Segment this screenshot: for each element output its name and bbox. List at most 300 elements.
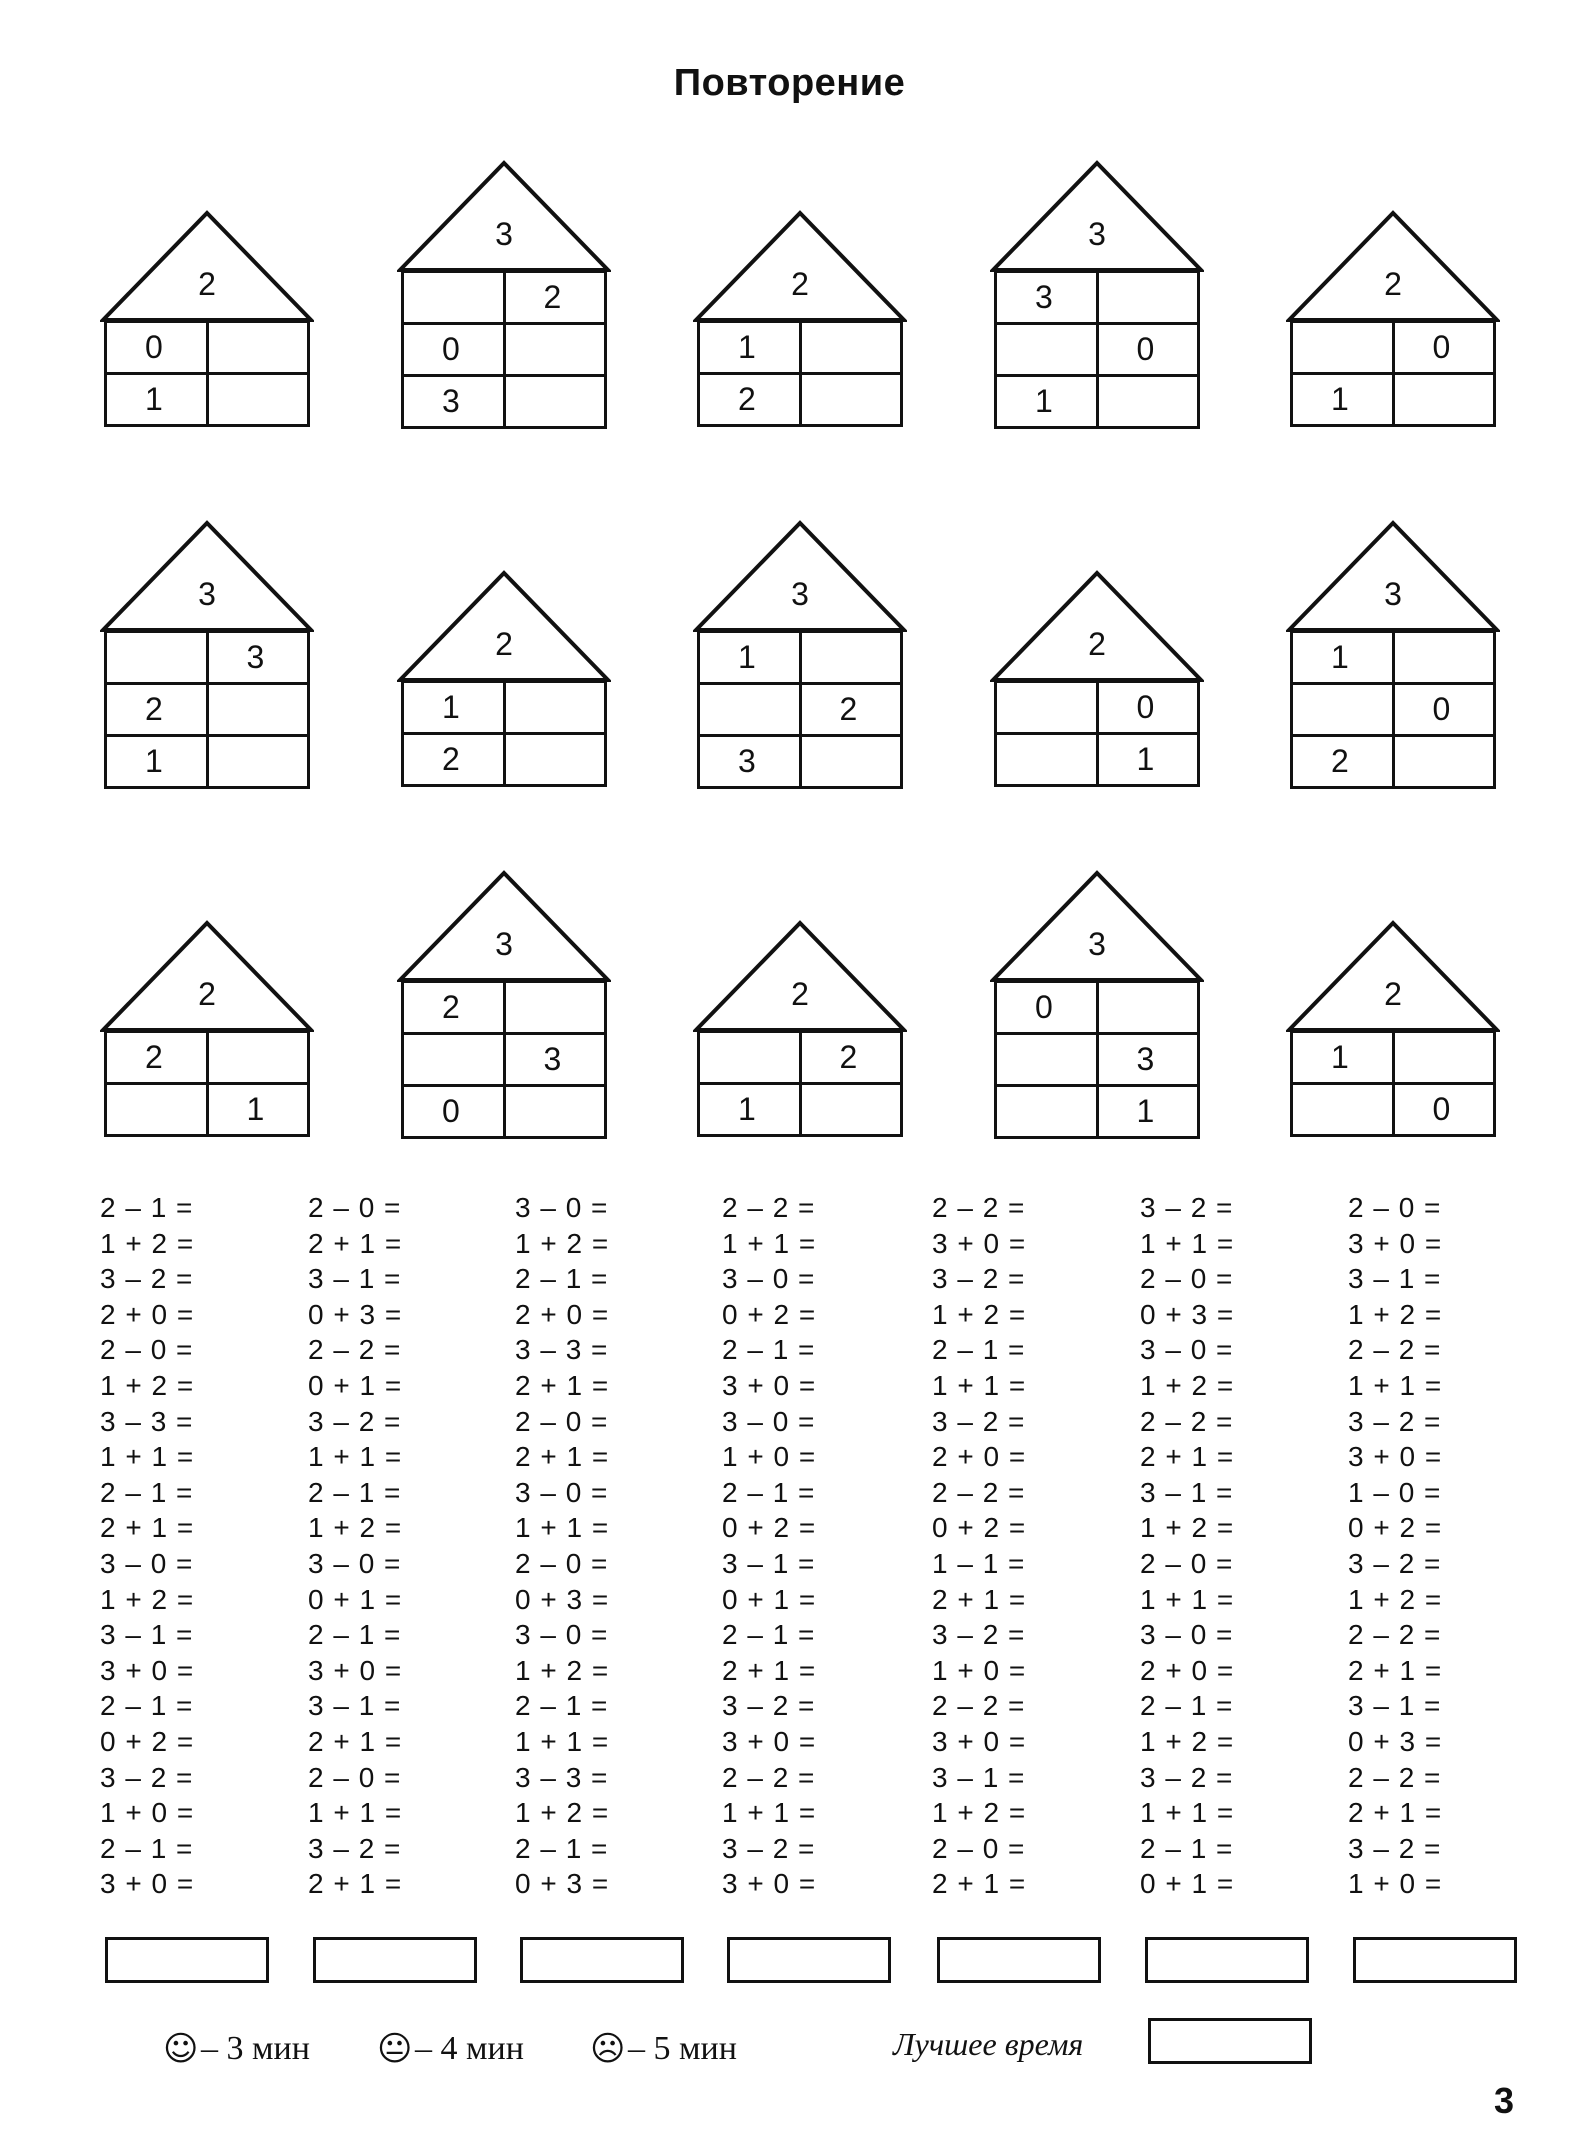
exercise: 1 + 2 =: [1140, 1512, 1235, 1544]
exercise: 3 – 2 =: [1140, 1761, 1234, 1793]
exercise: 3 – 2 =: [722, 1832, 816, 1864]
given-cell: 1: [1331, 381, 1349, 417]
answer-cell[interactable]: [1392, 737, 1494, 786]
answer-cell[interactable]: [799, 323, 901, 372]
exercise: 2 – 1 =: [515, 1263, 609, 1295]
number-house: [693, 210, 907, 417]
exercise: 3 – 2 =: [932, 1263, 1026, 1295]
house-row: [404, 680, 604, 732]
roof-number: 3: [198, 576, 216, 612]
answer-cell[interactable]: [107, 1085, 206, 1134]
exercise: 0 + 3 =: [1348, 1725, 1443, 1757]
exercise: 1 + 2 =: [308, 1512, 403, 1544]
house-row: [107, 1082, 307, 1134]
house-row: [404, 374, 604, 426]
exercise: 0 + 2 =: [722, 1512, 817, 1544]
exercise: 2 – 1 =: [722, 1476, 816, 1508]
given-cell: 3: [503, 1035, 605, 1084]
answer-cell[interactable]: [206, 685, 308, 734]
answer-cell[interactable]: [799, 1085, 901, 1134]
given-cell: 3: [1035, 279, 1053, 315]
exercise: 1 + 2 =: [100, 1227, 195, 1259]
house-row: [404, 270, 604, 322]
exercise: 2 – 2 =: [722, 1761, 816, 1793]
house-row: [997, 680, 1197, 732]
given-cell: 0: [1096, 325, 1198, 374]
exercise: 2 + 1 =: [932, 1583, 1027, 1615]
number-house: [100, 520, 314, 779]
exercise: 3 – 1 =: [1140, 1476, 1234, 1508]
answer-cell[interactable]: [1096, 377, 1198, 426]
house-row: [1293, 1082, 1493, 1134]
time-box[interactable]: [105, 1937, 269, 1983]
given-cell: 3: [442, 383, 460, 419]
answer-cell[interactable]: [997, 1087, 1096, 1136]
exercise: 3 + 0 =: [722, 1868, 817, 1900]
exercise: 3 – 0 =: [515, 1619, 609, 1651]
exercise: 3 – 0 =: [722, 1405, 816, 1437]
exercise: 3 + 0 =: [1348, 1227, 1443, 1259]
answer-cell[interactable]: [799, 633, 901, 682]
house-grid-cells: [994, 680, 1200, 787]
exercise: 3 + 0 =: [100, 1868, 195, 1900]
given-cell: 2: [442, 989, 460, 1025]
exercise-column: [100, 1190, 270, 1902]
exercise: 1 + 1 =: [1140, 1797, 1235, 1829]
time-box[interactable]: [937, 1937, 1101, 1983]
exercise: 3 – 2 =: [1140, 1192, 1234, 1223]
exercise: 3 – 2 =: [932, 1405, 1026, 1437]
legend-sad: [590, 2030, 737, 2068]
house-row: [404, 1084, 604, 1136]
exercise-column: [1140, 1190, 1310, 1902]
roof-number: 2: [198, 976, 216, 1012]
house-grid-cells: [401, 270, 607, 429]
house-row: [404, 322, 604, 374]
house-grid-cells: [1290, 630, 1496, 789]
number-house: [1286, 210, 1500, 417]
given-cell: 1: [1331, 1039, 1349, 1075]
exercise: 3 + 0 =: [722, 1369, 817, 1401]
exercise: 1 – 1 =: [932, 1547, 1026, 1579]
exercise: 1 + 1 =: [308, 1441, 403, 1473]
exercise: 2 – 2 =: [932, 1192, 1026, 1223]
exercise: 1 + 1 =: [722, 1797, 817, 1829]
exercise: 2 – 0 =: [515, 1547, 609, 1579]
exercise: 1 + 2 =: [100, 1369, 195, 1401]
house-row: [404, 732, 604, 784]
answer-cell[interactable]: [404, 273, 503, 322]
answer-cell[interactable]: [700, 1033, 799, 1082]
smiley-sad-icon: ☹: [590, 2029, 626, 2069]
exercise: 2 + 1 =: [722, 1654, 817, 1686]
exercise: 2 + 0 =: [1140, 1654, 1235, 1686]
exercise: 0 + 3 =: [1140, 1298, 1235, 1330]
roof-number: 3: [1088, 216, 1106, 252]
house-row: [700, 372, 900, 424]
exercise: 2 + 1 =: [308, 1725, 403, 1757]
exercise: 3 – 1 =: [722, 1547, 816, 1579]
roof-number: 3: [495, 926, 513, 962]
house-row: [700, 682, 900, 734]
given-cell: 3: [206, 633, 308, 682]
answer-cell[interactable]: [206, 323, 308, 372]
exercise: 3 – 2 =: [308, 1405, 402, 1437]
exercise: 3 – 3 =: [515, 1761, 609, 1793]
exercise: 3 – 1 =: [308, 1263, 402, 1295]
exercise: 2 – 1 =: [722, 1334, 816, 1366]
exercise: 1 + 2 =: [1348, 1298, 1443, 1330]
exercise: 1 + 0 =: [100, 1797, 195, 1829]
time-box[interactable]: [1145, 1937, 1309, 1983]
exercise: 2 – 1 =: [308, 1476, 402, 1508]
legend-happy-label: – 3 мин: [201, 2030, 310, 2067]
house-grid-cells: [697, 1030, 903, 1137]
house-row: [107, 1030, 307, 1082]
exercise: 3 + 0 =: [932, 1725, 1027, 1757]
number-house: [693, 920, 907, 1127]
best-time-label: Лучшее время: [893, 2026, 1084, 2062]
exercise: 3 – 2 =: [1348, 1405, 1442, 1437]
exercise: 3 + 0 =: [100, 1654, 195, 1686]
exercise: 3 – 2 =: [308, 1832, 402, 1864]
house-grid-cells: [697, 630, 903, 789]
answer-cell[interactable]: [1392, 633, 1494, 682]
exercise: 2 + 0 =: [515, 1298, 610, 1330]
exercise: 3 – 2 =: [1348, 1547, 1442, 1579]
exercise: 3 – 0 =: [1140, 1619, 1234, 1651]
answer-cell[interactable]: [404, 1035, 503, 1084]
exercise: 0 + 3 =: [308, 1298, 403, 1330]
answer-cell[interactable]: [503, 683, 605, 732]
roof-number: 3: [791, 576, 809, 612]
answer-cell[interactable]: [206, 1033, 308, 1082]
exercise: 3 – 1 =: [308, 1690, 402, 1722]
house-grid-cells: [104, 320, 310, 427]
exercise: 2 + 1 =: [100, 1512, 195, 1544]
given-cell: 2: [1331, 743, 1349, 779]
exercise: 0 + 2 =: [932, 1512, 1027, 1544]
number-house: [100, 210, 314, 417]
exercise: 1 + 2 =: [1140, 1369, 1235, 1401]
time-box[interactable]: [313, 1937, 477, 1983]
exercise: 3 – 0 =: [722, 1263, 816, 1295]
answer-cell[interactable]: [1392, 375, 1494, 424]
roof-number: 2: [1384, 976, 1402, 1012]
number-house: [990, 570, 1204, 777]
given-cell: 2: [738, 381, 756, 417]
exercise: 3 + 0 =: [1348, 1441, 1443, 1473]
exercise: 1 + 1 =: [100, 1441, 195, 1473]
given-cell: 0: [1035, 989, 1053, 1025]
exercise: 0 + 1 =: [308, 1583, 403, 1615]
answer-cell[interactable]: [503, 377, 605, 426]
given-cell: 3: [1096, 1035, 1198, 1084]
exercise: 2 – 1 =: [1140, 1832, 1234, 1864]
exercise: 1 + 2 =: [932, 1298, 1027, 1330]
roof-number: 3: [495, 216, 513, 252]
house-row: [997, 1032, 1197, 1084]
house-row: [1293, 372, 1493, 424]
exercise: 3 – 0 =: [308, 1547, 402, 1579]
house-grid-cells: [1290, 1030, 1496, 1137]
exercise: 1 + 1 =: [1348, 1369, 1443, 1401]
page-title: Повторение: [673, 62, 906, 104]
answer-cell[interactable]: [1096, 983, 1198, 1032]
exercise: 1 + 1 =: [1140, 1227, 1235, 1259]
house-row: [700, 630, 900, 682]
answer-cell[interactable]: [503, 983, 605, 1032]
roof-number: 3: [1384, 576, 1402, 612]
exercise: 2 – 2 =: [1348, 1334, 1442, 1366]
exercise: 2 – 1 =: [722, 1619, 816, 1651]
given-cell: 1: [738, 329, 756, 365]
exercise: 3 + 0 =: [722, 1725, 817, 1757]
time-box[interactable]: [1353, 1937, 1517, 1983]
house-row: [404, 980, 604, 1032]
answer-cell[interactable]: [206, 737, 308, 786]
exercise: 1 + 2 =: [100, 1583, 195, 1615]
exercise: 0 + 1 =: [722, 1583, 817, 1615]
exercise: 2 – 1 =: [515, 1690, 609, 1722]
exercise: 3 – 1 =: [100, 1619, 194, 1651]
exercise: 1 + 2 =: [515, 1227, 610, 1259]
house-row: [1293, 630, 1493, 682]
given-cell: 2: [442, 741, 460, 777]
exercise: 2 + 1 =: [515, 1441, 610, 1473]
given-cell: 2: [799, 1033, 901, 1082]
exercise: 3 – 2 =: [932, 1619, 1026, 1651]
exercise: 1 + 1 =: [932, 1369, 1027, 1401]
house-grid-cells: [697, 320, 903, 427]
exercise: 2 – 1 =: [1140, 1690, 1234, 1722]
given-cell: 1: [738, 1091, 756, 1127]
answer-cell[interactable]: [107, 633, 206, 682]
exercise: 3 – 3 =: [100, 1405, 194, 1437]
given-cell: 1: [442, 689, 460, 725]
answer-cell[interactable]: [997, 1035, 1096, 1084]
number-house: [990, 870, 1204, 1129]
exercise: 3 – 3 =: [515, 1334, 609, 1366]
time-box[interactable]: [520, 1937, 684, 1983]
exercise: 1 + 1 =: [515, 1512, 610, 1544]
house-row: [1293, 682, 1493, 734]
given-cell: 0: [145, 329, 163, 365]
given-cell: 0: [1392, 685, 1494, 734]
answer-cell[interactable]: [503, 325, 605, 374]
answer-cell[interactable]: [1096, 273, 1198, 322]
exercise: 2 + 1 =: [515, 1369, 610, 1401]
exercise: 0 + 2 =: [100, 1725, 195, 1757]
exercise: 0 + 3 =: [515, 1868, 610, 1900]
smiley-happy-icon: ☺: [163, 2029, 199, 2069]
house-grid-cells: [104, 1030, 310, 1137]
exercise: 1 + 0 =: [722, 1441, 817, 1473]
number-house: [1286, 920, 1500, 1127]
given-cell: 0: [1392, 1085, 1494, 1134]
exercise: 3 – 2 =: [1348, 1832, 1442, 1864]
exercise: 1 + 2 =: [515, 1797, 610, 1829]
time-box[interactable]: [727, 1937, 891, 1983]
number-house: [990, 160, 1204, 419]
exercise: 2 – 0 =: [1348, 1192, 1442, 1223]
exercise: 2 – 0 =: [1140, 1547, 1234, 1579]
exercise: 1 + 2 =: [515, 1654, 610, 1686]
legend-happy: [163, 2030, 310, 2068]
exercise-column: [515, 1190, 685, 1902]
exercise: 2 + 0 =: [932, 1441, 1027, 1473]
answer-cell[interactable]: [503, 735, 605, 784]
exercise: 2 + 1 =: [1348, 1654, 1443, 1686]
legend-neutral: [377, 2030, 524, 2068]
house-row: [997, 322, 1197, 374]
exercise-column: [308, 1190, 478, 1902]
answer-cell[interactable]: [503, 1087, 605, 1136]
exercise: 0 + 2 =: [1348, 1512, 1443, 1544]
page-number: 3: [1494, 2080, 1515, 2121]
exercise: 1 + 0 =: [932, 1654, 1027, 1686]
roof-number: 2: [1384, 266, 1402, 302]
answer-cell[interactable]: [1293, 323, 1392, 372]
exercise: 2 – 0 =: [515, 1405, 609, 1437]
answer-cell[interactable]: [206, 375, 308, 424]
exercise: 2 – 1 =: [100, 1832, 194, 1864]
exercise: 1 + 1 =: [308, 1797, 403, 1829]
exercise: 1 + 1 =: [1140, 1583, 1235, 1615]
number-house: [100, 920, 314, 1127]
house-row: [1293, 734, 1493, 786]
legend-sad-label: – 5 мин: [628, 2030, 737, 2067]
house-grid-cells: [994, 980, 1200, 1139]
exercise: 3 – 0 =: [515, 1476, 609, 1508]
exercise: 2 + 1 =: [308, 1227, 403, 1259]
legend-neutral-label: – 4 мин: [415, 2030, 524, 2067]
given-cell: 2: [145, 1039, 163, 1075]
exercise: 2 – 2 =: [308, 1334, 402, 1366]
exercise: 2 – 2 =: [1348, 1761, 1442, 1793]
roof-number: 2: [791, 976, 809, 1012]
exercise: 2 – 1 =: [932, 1334, 1026, 1366]
exercise: 3 – 2 =: [100, 1263, 194, 1295]
house-row: [997, 374, 1197, 426]
house-row: [997, 270, 1197, 322]
exercise: 0 + 1 =: [1140, 1868, 1235, 1900]
exercise: 3 – 0 =: [100, 1547, 194, 1579]
exercise: 0 + 1 =: [308, 1369, 403, 1401]
given-cell: 2: [799, 685, 901, 734]
number-house: [397, 570, 611, 777]
exercise: 2 – 1 =: [515, 1832, 609, 1864]
exercise-column: [722, 1190, 892, 1902]
exercise: 1 + 2 =: [1140, 1725, 1235, 1757]
exercise: 1 + 2 =: [932, 1797, 1027, 1829]
exercise: 2 – 2 =: [932, 1476, 1026, 1508]
house-grid-cells: [104, 630, 310, 789]
house-row: [700, 320, 900, 372]
exercise-column: [1348, 1190, 1518, 1902]
exercise: 2 + 1 =: [932, 1868, 1027, 1900]
answer-cell[interactable]: [997, 735, 1096, 784]
house-row: [700, 1082, 900, 1134]
exercise: 2 + 1 =: [1140, 1441, 1235, 1473]
exercise: 3 + 0 =: [932, 1227, 1027, 1259]
best-time-box[interactable]: [1148, 2018, 1312, 2064]
exercise: 3 – 2 =: [100, 1761, 194, 1793]
answer-cell[interactable]: [1293, 1085, 1392, 1134]
house-grid-cells: [1290, 320, 1496, 427]
roof-number: 2: [495, 626, 513, 662]
exercise: 2 – 1 =: [100, 1690, 194, 1722]
house-row: [997, 1084, 1197, 1136]
house-row: [107, 320, 307, 372]
house-row: [1293, 320, 1493, 372]
answer-cell[interactable]: [799, 375, 901, 424]
exercise: 0 + 3 =: [515, 1583, 610, 1615]
roof-number: 3: [1088, 926, 1106, 962]
house-row: [107, 734, 307, 786]
exercise: 3 – 1 =: [932, 1761, 1026, 1793]
exercise: 3 – 1 =: [1348, 1263, 1442, 1295]
exercise: 2 – 1 =: [308, 1619, 402, 1651]
given-cell: 2: [503, 273, 605, 322]
given-cell: 1: [1035, 383, 1053, 419]
exercise: 2 – 1 =: [100, 1476, 194, 1508]
exercise: 2 – 0 =: [1140, 1263, 1234, 1295]
answer-cell[interactable]: [997, 325, 1096, 374]
number-house: [693, 520, 907, 779]
exercise: 2 – 2 =: [722, 1192, 816, 1223]
given-cell: 1: [206, 1085, 308, 1134]
exercise: 3 – 0 =: [515, 1192, 609, 1223]
exercise: 1 + 2 =: [1348, 1583, 1443, 1615]
given-cell: 0: [1096, 683, 1198, 732]
house-row: [107, 630, 307, 682]
house-grid-cells: [401, 980, 607, 1139]
exercise: 2 – 2 =: [1140, 1405, 1234, 1437]
smiley-neutral-icon: 😐: [377, 2029, 413, 2069]
exercise: 3 + 0 =: [308, 1654, 403, 1686]
answer-cell[interactable]: [799, 737, 901, 786]
number-house: [397, 870, 611, 1129]
house-grid-cells: [401, 680, 607, 787]
given-cell: 1: [1096, 1087, 1198, 1136]
house-row: [997, 732, 1197, 784]
exercise: 2 – 2 =: [932, 1690, 1026, 1722]
exercise: 2 + 1 =: [1348, 1797, 1443, 1829]
given-cell: 1: [1331, 639, 1349, 675]
given-cell: 0: [442, 1093, 460, 1129]
exercise: 2 – 0 =: [932, 1832, 1026, 1864]
number-house: [397, 160, 611, 419]
exercise: 3 – 0 =: [1140, 1334, 1234, 1366]
exercise: 0 + 2 =: [722, 1298, 817, 1330]
given-cell: 1: [1096, 735, 1198, 784]
given-cell: 2: [145, 691, 163, 727]
house-row: [997, 980, 1197, 1032]
answer-cell[interactable]: [997, 683, 1096, 732]
house-row: [404, 1032, 604, 1084]
answer-cell[interactable]: [700, 685, 799, 734]
given-cell: 0: [442, 331, 460, 367]
house-row: [700, 1030, 900, 1082]
house-row: [107, 682, 307, 734]
answer-cell[interactable]: [1293, 685, 1392, 734]
given-cell: 0: [1392, 323, 1494, 372]
exercise: 2 – 0 =: [100, 1334, 194, 1366]
given-cell: 1: [145, 743, 163, 779]
exercise: 2 – 0 =: [308, 1192, 402, 1223]
answer-cell[interactable]: [1392, 1033, 1494, 1082]
